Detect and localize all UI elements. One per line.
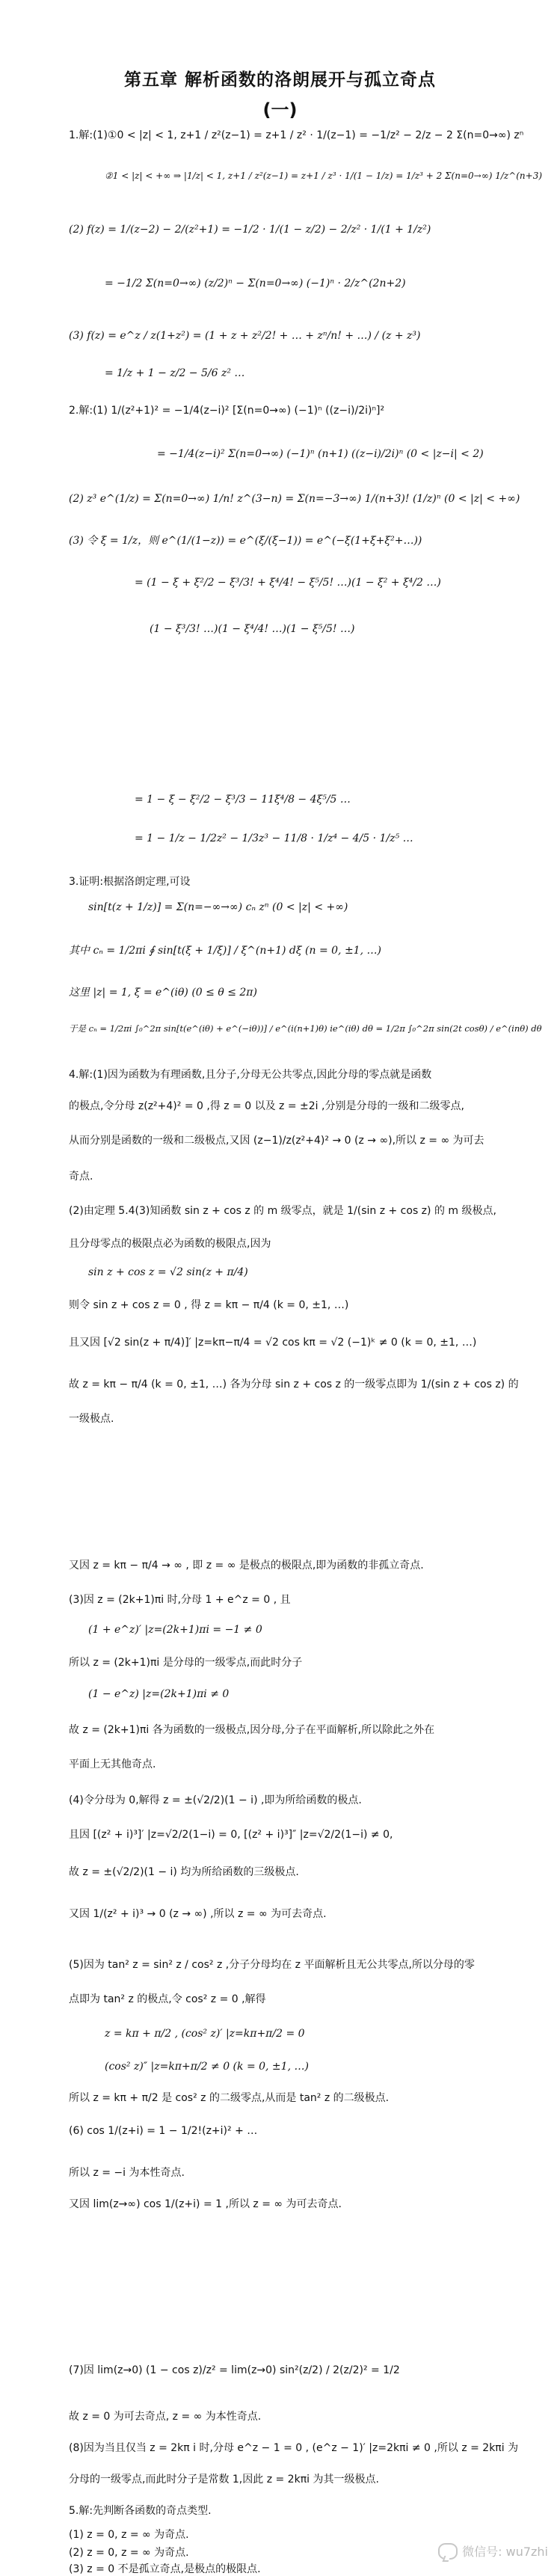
text-line-l27: 则令 sin z + cos z = 0 , 得 z = kπ − π/4 (k = 0, ±1, …) xyxy=(69,1299,349,1311)
text-line-l43: 点即为 tan² z 的极点,令 cos² z = 0 ,解得 xyxy=(69,1993,266,2005)
text-line-l11: = (1 − ξ + ξ²/2 − ξ³/3! + ξ⁴/4! − ξ⁵/5! …)(1 − ξ² + ξ⁴/2 …) xyxy=(135,577,441,589)
text-line-l09: (2) z³ e^(1/z) = Σ(n=0→∞) 1/n! z^(3−n) = Σ(n=−3→∞) 1/(n+3)! (1/z)ⁿ (0 < |z| < +∞) xyxy=(69,493,520,505)
text-line-l22: 从而分别是函数的一级和二级极点,又因 (z−1)/z(z²+4)² → 0 (z → ∞),所以 z = ∞ 为可去 xyxy=(69,1135,484,1147)
text-line-l50: (7)因 lim(z→0) (1 − cos z)/z² = lim(z→0) sin²(z/2) / 2(z/2)² = 1/2 xyxy=(69,2364,400,2376)
text-line-l19: 于是 cₙ = 1/2πi ∫₀^2π sin[t(e^(iθ) + e^(−iθ))] / e^(i(n+1)θ) ie^(iθ) dθ = 1/2π ∫₀^2π sin(2t cosθ) / e^(inθ) dθ xyxy=(69,1023,542,1034)
text-line-l38: (4)令分母为 0,解得 z = ±(√2/2)(1 − i) ,即为所给函数的极点. xyxy=(69,1794,362,1806)
text-line-l28: 且又因 [√2 sin(z + π/4)]′ |z=kπ−π/4 = √2 cos kπ = √2 (−1)ᵏ ≠ 0 (k = 0, ±1, …) xyxy=(69,1337,477,1349)
text-line-l36: 故 z = (2k+1)πi 各为函数的一级极点,因分母,分子在平面解析,所以除此之外在 xyxy=(69,1724,435,1736)
text-line-l35: (1 − e^z) |z=(2k+1)πi ≠ 0 xyxy=(88,1688,230,1700)
text-line-l14: = 1 − 1/z − 1/2z² − 1/3z³ − 11/8 · 1/z⁴ − 4/5 · 1/z⁵ … xyxy=(135,832,413,844)
text-line-l49: 又因 lim(z→∞) cos 1/(z+i) = 1 ,所以 z = ∞ 为可去奇点. xyxy=(69,2198,342,2210)
text-line-l13: = 1 − ξ − ξ²/2 − ξ³/3 − 11ξ⁴/8 − 4ξ⁵/5 … xyxy=(135,794,351,806)
text-line-l42: (5)因为 tan² z = sin² z / cos² z ,分子分母均在 z 平面解析且无公共零点,所以分母的零 xyxy=(69,1959,475,1971)
text-line-l20: 4.解:(1)因为函数为有理函数,且分子,分母无公共零点,因此分母的零点就是函数 xyxy=(69,1069,432,1081)
text-line-l01: 1.解:(1)①0 < |z| < 1, z+1 / z²(z−1) = z+1 / z² · 1/(z−1) = −1/z² − 2/z − 2 Σ(n=0→∞) zⁿ xyxy=(69,129,524,141)
text-line-l32: (3)因 z = (2k+1)πi 时,分母 1 + e^z = 0 , 且 xyxy=(69,1594,291,1606)
text-line-l57: (3) z = 0 不是孤立奇点,是极点的极限点. xyxy=(69,2563,261,2575)
text-line-l04: = −1/2 Σ(n=0→∞) (z/2)ⁿ − Σ(n=0→∞) (−1)ⁿ · 2/z^(2n+2) xyxy=(105,277,406,289)
text-line-l41: 又因 1/(z² + i)³ → 0 (z → ∞) ,所以 z = ∞ 为可去奇点. xyxy=(69,1908,327,1920)
text-line-l02: ②1 < |z| < +∞ ⇒ |1/z| < 1, z+1 / z²(z−1) = z+1 / z³ · 1/(1 − 1/z) = 1/z³ + 2 Σ(n=0→∞) 1/z^(n+3) xyxy=(105,171,543,181)
text-line-l52: (8)因为当且仅当 z = 2kπ i 时,分母 e^z − 1 = 0 , (e^z − 1)′ |z=2kπi ≠ 0 ,所以 z = 2kπi 为 xyxy=(69,2442,519,2454)
section-subtitle: (一) xyxy=(262,99,298,120)
text-line-l31: 又因 z = kπ − π/4 → ∞ , 即 z = ∞ 是极点的极限点,即为函数的非孤立奇点. xyxy=(69,1560,424,1571)
text-line-l23: 奇点. xyxy=(69,1171,93,1183)
text-line-l45: (cos² z)″ |z=kπ+π/2 ≠ 0 (k = 0, ±1, …) xyxy=(105,2061,309,2073)
text-line-l15: 3.证明:根据洛朗定理,可设 xyxy=(69,876,191,888)
text-line-l07: 2.解:(1) 1/(z²+1)² = −1/4(z−i)² [Σ(n=0→∞) (−1)ⁿ ((z−i)/2i)ⁿ]² xyxy=(69,405,385,417)
text-line-l12: (1 − ξ³/3! …)(1 − ξ⁴/4! …)(1 − ξ⁵/5! …) xyxy=(150,623,355,635)
text-line-l24: (2)由定理 5.4(3)知函数 sin z + cos z 的 m 级零点，就是 1/(sin z + cos z) 的 m 级极点, xyxy=(69,1205,496,1217)
text-line-l53: 分母的一级零点,而此时分子是常数 1,因此 z = 2kπi 为其一级极点. xyxy=(69,2474,379,2485)
watermark-text: 微信号: wu7zhi xyxy=(462,2545,548,2559)
text-line-l06: = 1/z + 1 − z/2 − 5/6 z² … xyxy=(105,367,245,379)
watermark xyxy=(438,2542,548,2560)
text-line-l08: = −1/4(z−i)² Σ(n=0→∞) (−1)ⁿ (n+1) ((z−i)/2i)ⁿ (0 < |z−i| < 2) xyxy=(157,448,484,460)
text-line-l25: 且分母零点的极限点必为函数的极限点,因为 xyxy=(69,1238,271,1250)
text-line-l18: 这里 |z| = 1, ξ = e^(iθ) (0 ≤ θ ≤ 2π) xyxy=(69,987,257,999)
text-line-l56: (2) z = 0, z = ∞ 为奇点. xyxy=(69,2547,189,2559)
text-line-l29: 故 z = kπ − π/4 (k = 0, ±1, …) 各为分母 sin z + cos z 的一级零点即为 1/(sin z + cos z) 的 xyxy=(69,1379,519,1390)
text-line-l17: 其中 cₙ = 1/2πi ∮ sin[t(ξ + 1/ξ)] / ξ^(n+1) dξ (n = 0, ±1, …) xyxy=(69,945,381,957)
wechat-icon xyxy=(438,2543,458,2560)
text-line-l47: (6) cos 1/(z+i) = 1 − 1/2!(z+i)² + … xyxy=(69,2125,258,2137)
text-line-l51: 故 z = 0 为可去奇点, z = ∞ 为本性奇点. xyxy=(69,2411,262,2423)
text-line-l26: sin z + cos z = √2 sin(z + π/4) xyxy=(88,1266,248,1278)
text-line-l03: (2) f(z) = 1/(z−2) − 2/(z²+1) = −1/2 · 1/(1 − z/2) − 2/z² · 1/(1 + 1/z²) xyxy=(69,224,431,236)
text-line-l30: 一级极点. xyxy=(69,1413,114,1425)
text-line-l54: 5.解:先判断各函数的奇点类型. xyxy=(69,2505,212,2517)
chapter-title: 第五章 解析函数的洛朗展开与孤立奇点 xyxy=(123,70,436,90)
text-line-l21: 的极点,令分母 z(z²+4)² = 0 ,得 z = 0 以及 z = ±2i ,分别是分母的一级和二级零点, xyxy=(69,1100,464,1112)
text-line-l16: sin[t(z + 1/z)] = Σ(n=−∞→∞) cₙ zⁿ (0 < |z| < +∞) xyxy=(88,901,348,913)
text-line-l05: (3) f(z) = e^z / z(1+z²) = (1 + z + z²/2! + … + zⁿ/n! + …) / (z + z³) xyxy=(69,330,421,342)
text-line-l40: 故 z = ±(√2/2)(1 − i) 均为所给函数的三级极点. xyxy=(69,1866,299,1878)
text-line-l34: 所以 z = (2k+1)πi 是分母的一级零点,而此时分子 xyxy=(69,1657,303,1669)
text-line-l10: (3) 令 ξ = 1/z，则 e^(1/(1−z)) = e^(ξ/(ξ−1)) = e^(−ξ(1+ξ+ξ²+…)) xyxy=(69,535,422,547)
text-line-l37: 平面上无其他奇点. xyxy=(69,1758,156,1770)
text-line-l55: (1) z = 0, z = ∞ 为奇点. xyxy=(69,2529,189,2541)
text-line-l39: 且因 [(z² + i)³]′ |z=√2/2(1−i) = 0, [(z² + i)³]″ |z=√2/2(1−i) ≠ 0, xyxy=(69,1829,393,1841)
text-line-l44: z = kπ + π/2 , (cos² z)′ |z=kπ+π/2 = 0 xyxy=(105,2028,305,2040)
text-line-l33: (1 + e^z)′ |z=(2k+1)πi = −1 ≠ 0 xyxy=(88,1624,262,1636)
text-line-l48: 所以 z = −i 为本性奇点. xyxy=(69,2167,185,2179)
text-line-l46: 所以 z = kπ + π/2 是 cos² z 的二级零点,从而是 tan² z 的二级极点. xyxy=(69,2092,390,2104)
